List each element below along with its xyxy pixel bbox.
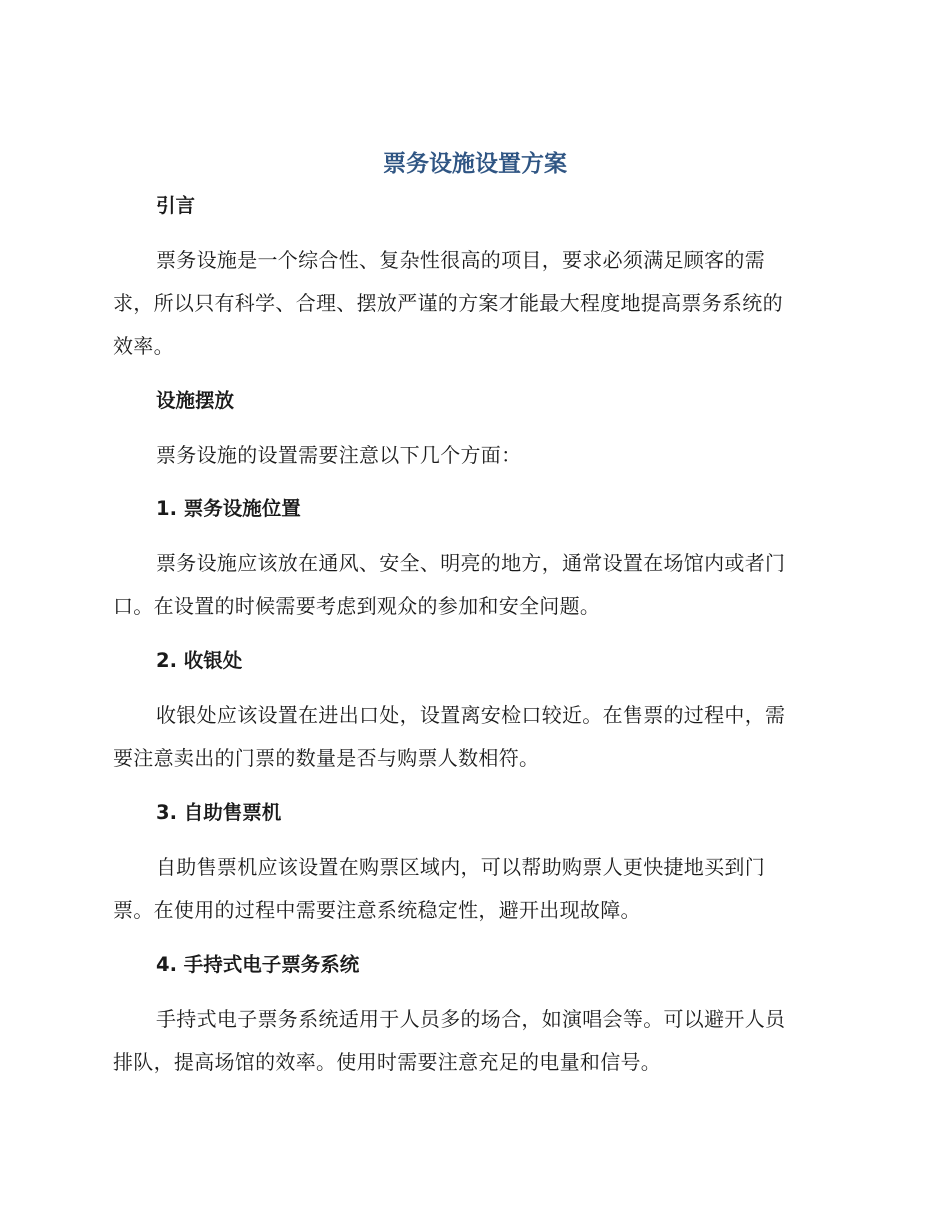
paragraph-line: 效率。	[113, 334, 174, 358]
paragraph-line: 排队，提高场馆的效率。使用时需要注意充足的电量和信号。	[113, 1050, 662, 1074]
section-heading-item-3: 3. 自助售票机	[156, 801, 282, 824]
section-heading-item-4: 4. 手持式电子票务系统	[156, 953, 360, 976]
paragraph-line: 票务设施的设置需要注意以下几个方面：	[156, 443, 522, 467]
paragraph-line: 票务设施是一个综合性、复杂性很高的项目，要求必须满足顾客的需	[156, 248, 765, 272]
paragraph-line: 票。在使用的过程中需要注意系统稳定性，避开出现故障。	[113, 898, 641, 922]
section-heading-intro: 引言	[156, 194, 196, 217]
paragraph-item-2	[113, 694, 833, 780]
section-heading-item-1: 1. 票务设施位置	[156, 497, 301, 520]
paragraph-placement	[113, 434, 833, 477]
paragraph-item-1	[113, 542, 833, 628]
paragraph-line: 收银处应该设置在进出口处，设置离安检口较近。在售票的过程中，需	[156, 703, 786, 727]
section-heading-placement: 设施摆放	[156, 389, 235, 412]
paragraph-intro	[113, 239, 833, 368]
paragraph-item-4	[113, 998, 833, 1084]
section-heading-item-2: 2. 收银处	[156, 649, 243, 672]
paragraph-line: 要注意卖出的门票的数量是否与购票人数相符。	[113, 746, 540, 770]
document-title: 票务设施设置方案	[383, 151, 567, 177]
paragraph-line: 自助售票机应该设置在购票区域内，可以帮助购票人更快捷地买到门	[156, 855, 765, 879]
paragraph-line: 手持式电子票务系统适用于人员多的场合，如演唱会等。可以避开人员	[156, 1007, 786, 1031]
paragraph-item-3	[113, 846, 833, 932]
paragraph-line: 求，所以只有科学、合理、摆放严谨的方案才能最大程度地提高票务系统的	[113, 291, 783, 315]
paragraph-line: 口。在设置的时候需要考虑到观众的参加和安全问题。	[113, 594, 601, 618]
paragraph-line: 票务设施应该放在通风、安全、明亮的地方，通常设置在场馆内或者门	[156, 551, 786, 575]
